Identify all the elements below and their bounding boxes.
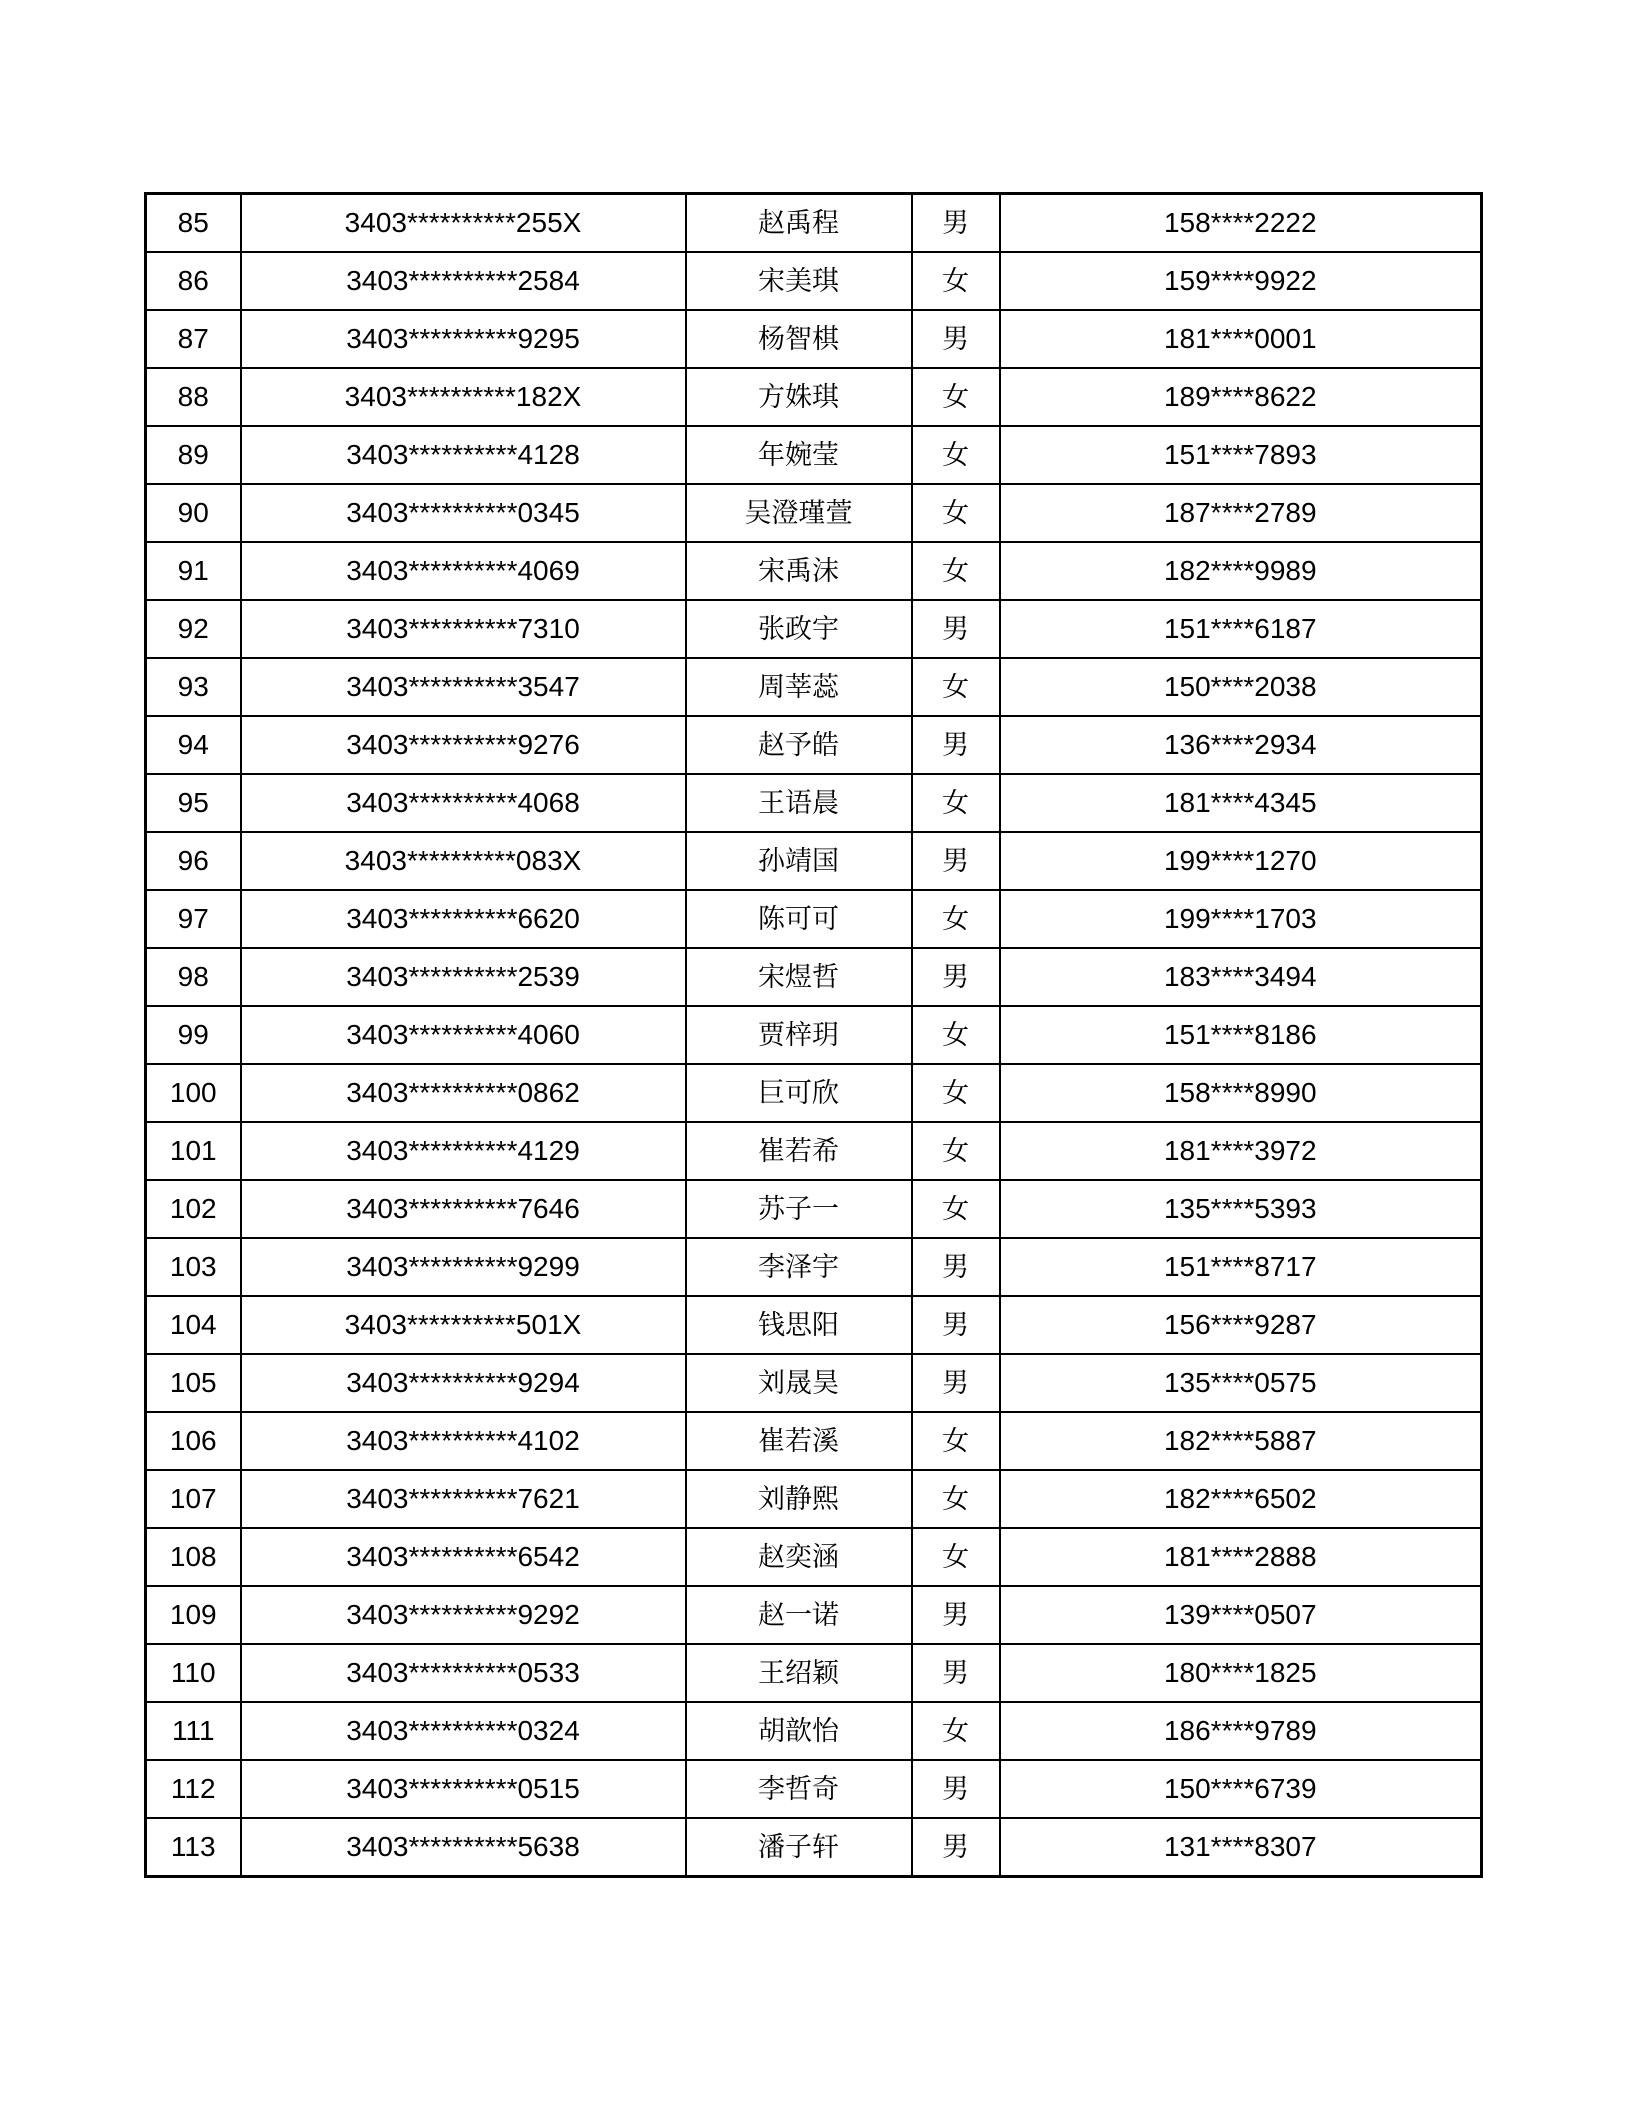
name-cell: 陈可可 — [686, 890, 912, 948]
table-row — [146, 1006, 1482, 1064]
name-cell: 赵一诺 — [686, 1586, 912, 1644]
id-number-cell: 3403**********182X — [241, 368, 686, 426]
id-number-cell: 3403**********255X — [241, 194, 686, 253]
phone-cell: 182****6502 — [1000, 1470, 1482, 1528]
phone-cell: 181****2888 — [1000, 1528, 1482, 1586]
id-number-cell: 3403**********501X — [241, 1296, 686, 1354]
gender-cell: 女 — [912, 368, 1000, 426]
row-number-cell: 96 — [146, 832, 241, 890]
gender-cell: 女 — [912, 774, 1000, 832]
table-row — [146, 368, 1482, 426]
phone-cell: 151****6187 — [1000, 600, 1482, 658]
phone-cell: 150****6739 — [1000, 1760, 1482, 1818]
name-cell: 宋煜哲 — [686, 948, 912, 1006]
phone-cell: 181****4345 — [1000, 774, 1482, 832]
table-row — [146, 1412, 1482, 1470]
table-row — [146, 1644, 1482, 1702]
row-number-cell: 112 — [146, 1760, 241, 1818]
table-row — [146, 948, 1482, 1006]
table-row — [146, 1528, 1482, 1586]
phone-cell: 136****2934 — [1000, 716, 1482, 774]
phone-cell: 181****0001 — [1000, 310, 1482, 368]
gender-cell: 男 — [912, 1818, 1000, 1877]
name-cell: 李哲奇 — [686, 1760, 912, 1818]
id-number-cell: 3403**********4060 — [241, 1006, 686, 1064]
table-row — [146, 1760, 1482, 1818]
phone-cell: 150****2038 — [1000, 658, 1482, 716]
id-number-cell: 3403**********7621 — [241, 1470, 686, 1528]
phone-cell: 151****8717 — [1000, 1238, 1482, 1296]
id-number-cell: 3403**********0515 — [241, 1760, 686, 1818]
row-number-cell: 113 — [146, 1818, 241, 1877]
name-cell: 年婉莹 — [686, 426, 912, 484]
gender-cell: 男 — [912, 194, 1000, 253]
gender-cell: 女 — [912, 1470, 1000, 1528]
phone-cell: 156****9287 — [1000, 1296, 1482, 1354]
row-number-cell: 85 — [146, 194, 241, 253]
phone-cell: 151****7893 — [1000, 426, 1482, 484]
row-number-cell: 104 — [146, 1296, 241, 1354]
row-number-cell: 111 — [146, 1702, 241, 1760]
row-number-cell: 109 — [146, 1586, 241, 1644]
row-number-cell: 90 — [146, 484, 241, 542]
gender-cell: 女 — [912, 890, 1000, 948]
id-number-cell: 3403**********2584 — [241, 252, 686, 310]
row-number-cell: 107 — [146, 1470, 241, 1528]
table-row — [146, 1296, 1482, 1354]
phone-cell: 182****5887 — [1000, 1412, 1482, 1470]
row-number-cell: 94 — [146, 716, 241, 774]
name-cell: 王绍颖 — [686, 1644, 912, 1702]
id-number-cell: 3403**********9294 — [241, 1354, 686, 1412]
row-number-cell: 102 — [146, 1180, 241, 1238]
row-number-cell: 103 — [146, 1238, 241, 1296]
id-number-cell: 3403**********7646 — [241, 1180, 686, 1238]
gender-cell: 女 — [912, 1064, 1000, 1122]
name-cell: 潘子轩 — [686, 1818, 912, 1877]
name-cell: 赵奕涵 — [686, 1528, 912, 1586]
phone-cell: 135****5393 — [1000, 1180, 1482, 1238]
id-number-cell: 3403**********7310 — [241, 600, 686, 658]
table-row — [146, 1702, 1482, 1760]
gender-cell: 男 — [912, 1760, 1000, 1818]
gender-cell: 男 — [912, 600, 1000, 658]
table-row — [146, 1354, 1482, 1412]
gender-cell: 女 — [912, 1528, 1000, 1586]
gender-cell: 女 — [912, 484, 1000, 542]
phone-cell: 180****1825 — [1000, 1644, 1482, 1702]
id-number-cell: 3403**********6542 — [241, 1528, 686, 1586]
gender-cell: 女 — [912, 1122, 1000, 1180]
phone-cell: 183****3494 — [1000, 948, 1482, 1006]
name-cell: 张政宇 — [686, 600, 912, 658]
id-number-cell: 3403**********4129 — [241, 1122, 686, 1180]
table-row — [146, 600, 1482, 658]
gender-cell: 女 — [912, 1180, 1000, 1238]
id-number-cell: 3403**********9299 — [241, 1238, 686, 1296]
name-cell: 贾梓玥 — [686, 1006, 912, 1064]
name-cell: 赵予皓 — [686, 716, 912, 774]
row-number-cell: 91 — [146, 542, 241, 600]
row-number-cell: 89 — [146, 426, 241, 484]
gender-cell: 女 — [912, 426, 1000, 484]
name-cell: 孙靖国 — [686, 832, 912, 890]
row-number-cell: 108 — [146, 1528, 241, 1586]
phone-cell: 151****8186 — [1000, 1006, 1482, 1064]
gender-cell: 男 — [912, 1296, 1000, 1354]
phone-cell: 186****9789 — [1000, 1702, 1482, 1760]
phone-cell: 135****0575 — [1000, 1354, 1482, 1412]
gender-cell: 女 — [912, 1412, 1000, 1470]
phone-cell: 159****9922 — [1000, 252, 1482, 310]
name-cell: 钱思阳 — [686, 1296, 912, 1354]
table-row — [146, 774, 1482, 832]
row-number-cell: 95 — [146, 774, 241, 832]
row-number-cell: 93 — [146, 658, 241, 716]
table-row — [146, 658, 1482, 716]
table-row — [146, 252, 1482, 310]
gender-cell: 男 — [912, 716, 1000, 774]
id-number-cell: 3403**********4068 — [241, 774, 686, 832]
gender-cell: 男 — [912, 1586, 1000, 1644]
phone-cell: 199****1703 — [1000, 890, 1482, 948]
row-number-cell: 106 — [146, 1412, 241, 1470]
table-row — [146, 890, 1482, 948]
id-number-cell: 3403**********0324 — [241, 1702, 686, 1760]
phone-cell: 158****8990 — [1000, 1064, 1482, 1122]
table-row — [146, 1180, 1482, 1238]
table-row — [146, 1470, 1482, 1528]
gender-cell: 男 — [912, 1354, 1000, 1412]
phone-cell: 131****8307 — [1000, 1818, 1482, 1877]
table-row — [146, 1586, 1482, 1644]
id-number-cell: 3403**********083X — [241, 832, 686, 890]
row-number-cell: 92 — [146, 600, 241, 658]
phone-cell: 189****8622 — [1000, 368, 1482, 426]
gender-cell: 男 — [912, 832, 1000, 890]
name-cell: 方姝琪 — [686, 368, 912, 426]
name-cell: 赵禹程 — [686, 194, 912, 253]
name-cell: 刘晟昊 — [686, 1354, 912, 1412]
name-cell: 崔若溪 — [686, 1412, 912, 1470]
name-cell: 吴澄瑾萱 — [686, 484, 912, 542]
name-cell: 苏子一 — [686, 1180, 912, 1238]
table-row — [146, 542, 1482, 600]
id-number-cell: 3403**********3547 — [241, 658, 686, 716]
id-number-cell: 3403**********2539 — [241, 948, 686, 1006]
gender-cell: 女 — [912, 542, 1000, 600]
table-row — [146, 1238, 1482, 1296]
name-cell: 周莘蕊 — [686, 658, 912, 716]
row-number-cell: 99 — [146, 1006, 241, 1064]
table-row — [146, 1818, 1482, 1877]
row-number-cell: 105 — [146, 1354, 241, 1412]
table-row — [146, 1122, 1482, 1180]
name-cell: 李泽宇 — [686, 1238, 912, 1296]
name-cell: 巨可欣 — [686, 1064, 912, 1122]
row-number-cell: 88 — [146, 368, 241, 426]
table-row — [146, 832, 1482, 890]
name-cell: 宋美琪 — [686, 252, 912, 310]
row-number-cell: 100 — [146, 1064, 241, 1122]
row-number-cell: 86 — [146, 252, 241, 310]
gender-cell: 女 — [912, 1702, 1000, 1760]
table-row — [146, 194, 1482, 253]
phone-cell: 182****9989 — [1000, 542, 1482, 600]
name-cell: 刘静熙 — [686, 1470, 912, 1528]
row-number-cell: 101 — [146, 1122, 241, 1180]
roster-table-body — [146, 194, 1482, 1877]
id-number-cell: 3403**********0533 — [241, 1644, 686, 1702]
roster-table — [144, 192, 1483, 1878]
id-number-cell: 3403**********4102 — [241, 1412, 686, 1470]
gender-cell: 男 — [912, 1238, 1000, 1296]
row-number-cell: 98 — [146, 948, 241, 1006]
gender-cell: 女 — [912, 252, 1000, 310]
id-number-cell: 3403**********5638 — [241, 1818, 686, 1877]
row-number-cell: 110 — [146, 1644, 241, 1702]
phone-cell: 187****2789 — [1000, 484, 1482, 542]
id-number-cell: 3403**********0862 — [241, 1064, 686, 1122]
table-row — [146, 716, 1482, 774]
gender-cell: 男 — [912, 948, 1000, 1006]
phone-cell: 158****2222 — [1000, 194, 1482, 253]
gender-cell: 女 — [912, 1006, 1000, 1064]
id-number-cell: 3403**********9276 — [241, 716, 686, 774]
id-number-cell: 3403**********9292 — [241, 1586, 686, 1644]
table-row — [146, 310, 1482, 368]
table-row — [146, 484, 1482, 542]
id-number-cell: 3403**********0345 — [241, 484, 686, 542]
table-row — [146, 1064, 1482, 1122]
name-cell: 崔若希 — [686, 1122, 912, 1180]
table-row — [146, 426, 1482, 484]
name-cell: 宋禹沫 — [686, 542, 912, 600]
gender-cell: 女 — [912, 658, 1000, 716]
id-number-cell: 3403**********6620 — [241, 890, 686, 948]
name-cell: 杨智棋 — [686, 310, 912, 368]
id-number-cell: 3403**********4069 — [241, 542, 686, 600]
phone-cell: 199****1270 — [1000, 832, 1482, 890]
id-number-cell: 3403**********9295 — [241, 310, 686, 368]
gender-cell: 男 — [912, 310, 1000, 368]
row-number-cell: 97 — [146, 890, 241, 948]
gender-cell: 男 — [912, 1644, 1000, 1702]
name-cell: 胡歆怡 — [686, 1702, 912, 1760]
phone-cell: 139****0507 — [1000, 1586, 1482, 1644]
id-number-cell: 3403**********4128 — [241, 426, 686, 484]
name-cell: 王语晨 — [686, 774, 912, 832]
phone-cell: 181****3972 — [1000, 1122, 1482, 1180]
row-number-cell: 87 — [146, 310, 241, 368]
